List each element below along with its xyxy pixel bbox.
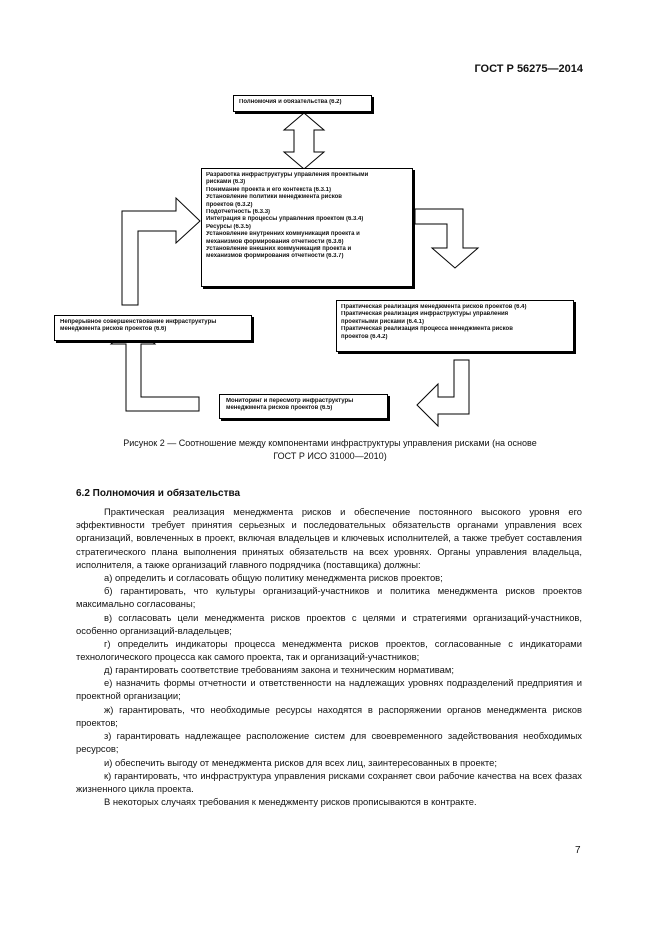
box-design-line: Подотчетность (6.3.3) bbox=[206, 209, 271, 216]
box-monitor bbox=[219, 394, 388, 419]
list-item-e: е) назначить формы отчетности и ответственности на надлежащих уровнях подразделений предприятия и проектной организации; bbox=[76, 677, 582, 702]
list-item-k: к) гарантировать, что инфраструктура управления рисками сохраняет свои рабочие качества на всех фазах жизненного цикла проекта. bbox=[76, 770, 582, 795]
box-improve-line: менеджмента рисков проектов (6.6) bbox=[60, 326, 167, 333]
arrow-right-down-icon bbox=[415, 209, 478, 268]
list-item-b: б) гарантировать, что культуры организаций-участников и политика менеджмента рисков проектов максимально согласованы; bbox=[76, 585, 582, 610]
box-implement-line: проектов (6.4.2) bbox=[341, 333, 388, 340]
box-implement bbox=[336, 300, 574, 352]
list-item-z: з) гарантировать надлежащее расположение систем для своевременного задействования необходимых ресурсов; bbox=[76, 730, 582, 755]
list-item-a: а) определить и согласовать общую политику менеджмента рисков проектов; bbox=[104, 572, 443, 583]
list-item-d: д) гарантировать соответствие требованиям закона и техническим нормативам; bbox=[104, 664, 454, 675]
box-design-line: проектов (6.3.2) bbox=[206, 201, 253, 208]
figure-caption-line: ГОСТ Р ИСО 31000—2010) bbox=[273, 450, 387, 461]
box-authority-label: Полномочия и обязательства (6.2) bbox=[239, 99, 342, 105]
paragraph-intro: Практическая реализация менеджмента рисков и обеспечение постоянного высокого уровня его эффективности требует принятия серьезных и последовательных обязательств органами управления всех организаций, вовлеченных в проект, включая владельцев и ключевых исполнителей, а также требует составления стратегического плана выполнения принятых обязательств на всех уровнях. Органы управления владельца, исполнителя, а также организаций главного подрядчика (поставщика) должны: bbox=[76, 506, 582, 570]
box-design-line: Установление политики менеджмента рисков bbox=[206, 194, 342, 201]
box-design-line: Установление внешних коммуникаций проекта и bbox=[206, 246, 352, 253]
box-design-line: рисками (6.3) bbox=[206, 179, 246, 186]
list-item-v: в) согласовать цели менеджмента рисков проектов с целями и стратегиями организаций-участников, особенно организаций-владельцев; bbox=[76, 612, 582, 637]
list-item-zh: ж) гарантировать, что необходимые ресурсы находятся в распоряжении органов менеджмента рисков проектов; bbox=[76, 704, 582, 729]
list-item-i: и) обеспечить выгоду от менеджмента рисков для всех лиц, заинтересованных в проекте; bbox=[104, 757, 497, 768]
box-implement-line: проектными рисками (6.4.1) bbox=[341, 318, 424, 325]
paragraph-closing: В некоторых случаях требования к менеджменту рисков прописываются в контракте. bbox=[104, 796, 477, 807]
box-monitor-line: менеджмента рисков проектов (6.5) bbox=[226, 405, 333, 412]
box-design-line: Интеграция в процессы управления проектом (6.3.4) bbox=[206, 216, 364, 223]
figure-caption bbox=[60, 437, 600, 462]
box-authority bbox=[233, 95, 372, 112]
document-header: ГОСТ Р 56275—2014 bbox=[474, 63, 583, 75]
box-implement-line: Практическая реализация менеджмента рисков проектов (6.4) bbox=[341, 304, 527, 310]
double-arrow-icon bbox=[284, 113, 324, 169]
list-item-g: г) определить индикаторы процесса менеджмента рисков проектов, согласованные с индикаторами технологического процесса как самого проекта, так и организаций-участников; bbox=[76, 638, 582, 663]
arrow-up-right-icon bbox=[122, 198, 200, 305]
box-design-line: Ресурсы (6.3.5) bbox=[206, 223, 251, 230]
box-design bbox=[201, 168, 413, 287]
box-design-line: механизмов формирования отчетности (6.3.6) bbox=[206, 238, 344, 245]
box-design-line: Установление внутренних коммуникаций проекта и bbox=[206, 231, 360, 238]
box-improve bbox=[54, 315, 252, 341]
arrow-down-left-icon bbox=[417, 360, 469, 426]
box-design-line: Разработка инфраструктуры управления проектными bbox=[206, 172, 369, 178]
box-design-line: механизмов формирования отчетности (6.3.7) bbox=[206, 253, 344, 260]
box-implement-line: Практическая реализация процесса менеджмента рисков bbox=[341, 326, 513, 333]
section-title: 6.2 Полномочия и обязательства bbox=[76, 488, 241, 499]
box-improve-line: Непрерывное совершенствование инфраструктуры bbox=[60, 319, 217, 325]
box-monitor-line: Мониторинг и пересмотр инфраструктуры bbox=[226, 398, 354, 404]
figure-caption-line: Рисунок 2 — Соотношение между компонентами инфраструктуры управления рисками (на основе bbox=[123, 438, 537, 448]
box-design-line: Понимание проекта и его контекста (6.3.1) bbox=[206, 186, 332, 193]
box-implement-line: Практическая реализация инфраструктуры управления bbox=[341, 311, 509, 318]
page-number: 7 bbox=[575, 845, 581, 856]
